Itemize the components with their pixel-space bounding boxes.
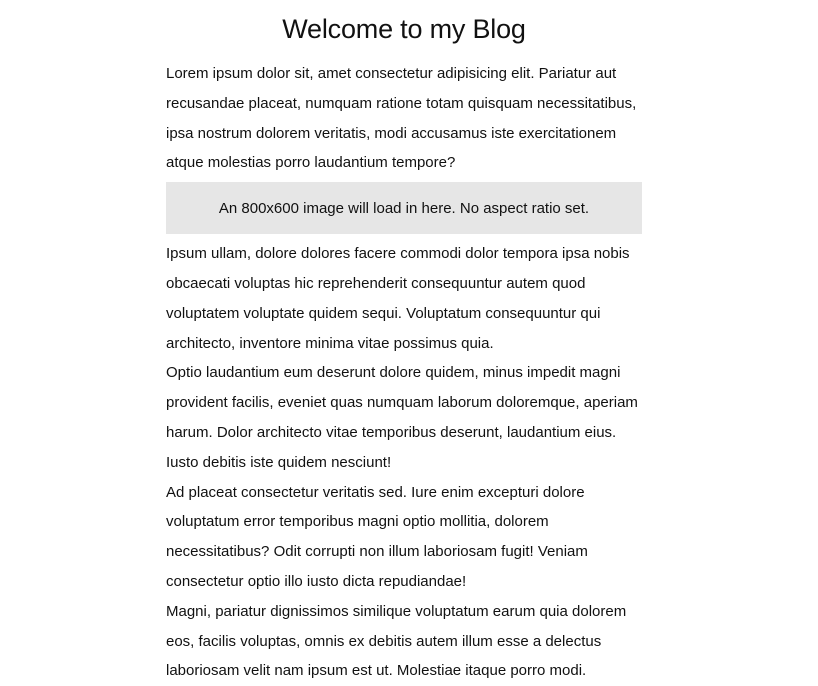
paragraph-3: Ad placeat consectetur veritatis sed. Iure enim excepturi dolore voluptatum error temporibus magni optio mollitia, dolorem necessitatibus? Odit corrupti non illum laboriosam fugit! Veniam consectetur optio illo iusto dicta repudiandae! xyxy=(166,483,588,590)
article-content xyxy=(166,59,646,686)
page-title: Welcome to my Blog xyxy=(282,14,526,44)
image-placeholder-text: An 800x600 image will load in here. No aspect ratio set. xyxy=(218,199,590,217)
paragraph-1: Ipsum ullam, dolore dolores facere commodi dolor tempora ipsa nobis obcaecati voluptas hic reprehenderit consequuntur autem quod voluptatem voluptate quidem sequi. Voluptatum consequuntur qui architecto, inventore minima vitae possimus quia. xyxy=(166,245,630,352)
paragraph-2: Optio laudantium eum deserunt dolore quidem, minus impedit magni provident facilis, eveniet quas numquam laborum doloremque, aperiam harum. Dolor architecto vitae temporibus deserunt, laudantium eius. Iusto debitis iste quidem nesciunt! xyxy=(166,364,638,471)
image-placeholder xyxy=(166,182,642,234)
intro-paragraph: Lorem ipsum dolor sit, amet consectetur adipisicing elit. Pariatur aut recusandae placeat, numquam ratione totam quisquam necessitatibus, ipsa nostrum dolorem veritatis, modi accusamus iste exercitationem atque molestias porro laudantium tempore? xyxy=(166,65,637,172)
paragraph-4: Magni, pariatur dignissimos similique voluptatum earum quia dolorem eos, facilis voluptas, omnis ex debitis autem illum esse a delectus laboriosam velit nam ipsum est ut. Molestiae itaque porro modi. xyxy=(166,602,627,680)
